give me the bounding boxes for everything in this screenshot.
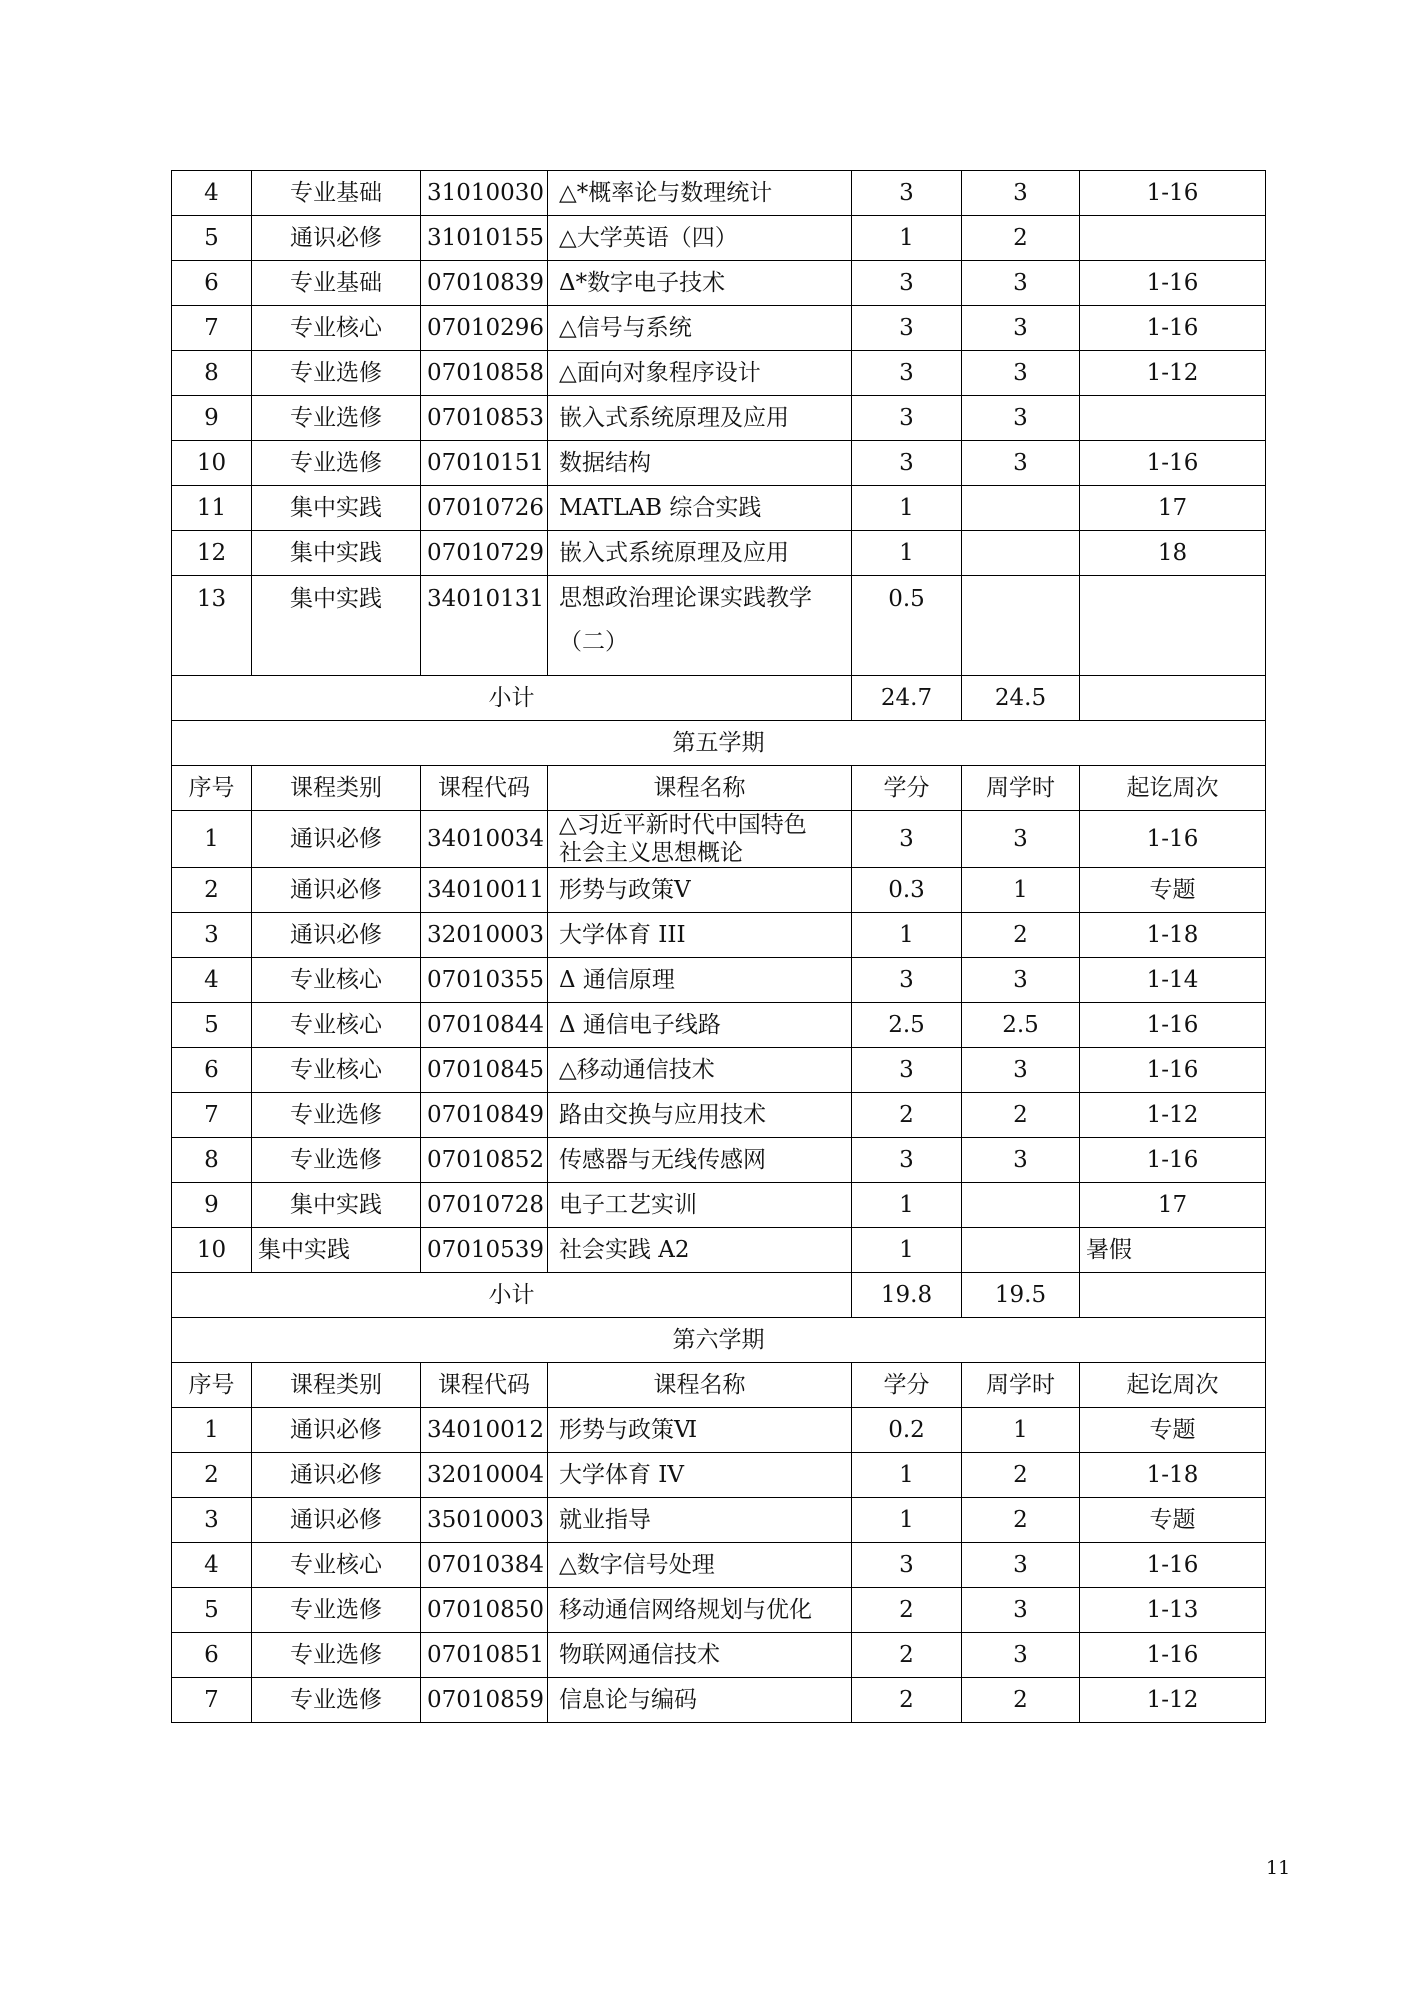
cell-index: 2 xyxy=(172,1453,252,1498)
cell-weeks: 1-18 xyxy=(1080,1453,1266,1498)
cell-weeks: 1-12 xyxy=(1080,1093,1266,1138)
cell-index: 8 xyxy=(172,351,252,396)
cell-code: 35010003 xyxy=(421,1498,548,1543)
cell-index: 9 xyxy=(172,396,252,441)
semester-title-row xyxy=(172,1318,1266,1363)
subtotal-weekly-hours: 24.5 xyxy=(962,676,1080,721)
cell-name: 移动通信网络规划与优化 xyxy=(548,1588,852,1633)
cell-weekly-hours xyxy=(962,576,1080,676)
cell-name: 大学体育 III xyxy=(548,913,852,958)
header-code: 课程代码 xyxy=(421,1363,548,1408)
cell-weekly-hours: 2 xyxy=(962,1093,1080,1138)
subtotal-weeks xyxy=(1080,676,1266,721)
cell-credit: 3 xyxy=(852,958,962,1003)
cell-category: 通识必修 xyxy=(252,1453,421,1498)
cell-category: 集中实践 xyxy=(252,576,421,676)
cell-weeks: 1-12 xyxy=(1080,1678,1266,1723)
table-row xyxy=(172,1048,1266,1093)
table-row xyxy=(172,306,1266,351)
cell-weeks xyxy=(1080,216,1266,261)
cell-credit: 2 xyxy=(852,1588,962,1633)
header-weekly-hours: 周学时 xyxy=(962,766,1080,811)
subtotal-row xyxy=(172,1273,1266,1318)
cell-name xyxy=(548,811,852,868)
cell-credit: 3 xyxy=(852,396,962,441)
cell-name: △面向对象程序设计 xyxy=(548,351,852,396)
semester-title: 第五学期 xyxy=(172,721,1266,766)
header-name: 课程名称 xyxy=(548,1363,852,1408)
cell-code: 07010296 xyxy=(421,306,548,351)
cell-code: 07010728 xyxy=(421,1183,548,1228)
cell-weeks: 17 xyxy=(1080,486,1266,531)
cell-category: 专业核心 xyxy=(252,958,421,1003)
cell-category: 通识必修 xyxy=(252,811,421,868)
header-category: 课程类别 xyxy=(252,766,421,811)
cell-weekly-hours: 3 xyxy=(962,306,1080,351)
cell-credit: 3 xyxy=(852,261,962,306)
cell-name: 大学体育 IV xyxy=(548,1453,852,1498)
cell-weekly-hours: 3 xyxy=(962,441,1080,486)
subtotal-label: 小计 xyxy=(172,676,852,721)
cell-code: 07010851 xyxy=(421,1633,548,1678)
cell-weekly-hours: 2 xyxy=(962,1678,1080,1723)
cell-weeks: 专题 xyxy=(1080,1408,1266,1453)
cell-weeks: 1-16 xyxy=(1080,1003,1266,1048)
cell-index: 7 xyxy=(172,306,252,351)
course-plan-table xyxy=(171,170,1266,1723)
cell-weeks: 1-16 xyxy=(1080,1543,1266,1588)
cell-category: 专业核心 xyxy=(252,1048,421,1093)
cell-credit: 1 xyxy=(852,1228,962,1273)
cell-name: 形势与政策Ⅴ xyxy=(548,868,852,913)
cell-weekly-hours: 3 xyxy=(962,1048,1080,1093)
header-credit: 学分 xyxy=(852,766,962,811)
table-row xyxy=(172,1633,1266,1678)
cell-credit: 3 xyxy=(852,171,962,216)
cell-index: 5 xyxy=(172,1588,252,1633)
subtotal-weeks xyxy=(1080,1273,1266,1318)
cell-weeks: 专题 xyxy=(1080,1498,1266,1543)
table-row xyxy=(172,216,1266,261)
cell-code: 07010151 xyxy=(421,441,548,486)
cell-name: △大学英语（四） xyxy=(548,216,852,261)
cell-weekly-hours: 2 xyxy=(962,1498,1080,1543)
cell-category: 专业选修 xyxy=(252,1678,421,1723)
cell-index: 5 xyxy=(172,1003,252,1048)
cell-category: 集中实践 xyxy=(252,1228,421,1273)
cell-code: 32010004 xyxy=(421,1453,548,1498)
cell-code: 31010030 xyxy=(421,171,548,216)
cell-category: 专业选修 xyxy=(252,1588,421,1633)
cell-weekly-hours: 3 xyxy=(962,1588,1080,1633)
cell-index: 8 xyxy=(172,1138,252,1183)
semester-title: 第六学期 xyxy=(172,1318,1266,1363)
cell-category: 专业选修 xyxy=(252,1138,421,1183)
cell-category: 专业核心 xyxy=(252,1543,421,1588)
cell-code: 34010011 xyxy=(421,868,548,913)
table-row xyxy=(172,531,1266,576)
cell-weeks: 17 xyxy=(1080,1183,1266,1228)
subtotal-credit: 19.8 xyxy=(852,1273,962,1318)
cell-code: 07010850 xyxy=(421,1588,548,1633)
cell-credit: 2.5 xyxy=(852,1003,962,1048)
cell-name-line: 思想政治理论课实践教学 xyxy=(559,585,812,611)
table-row xyxy=(172,868,1266,913)
table-row xyxy=(172,261,1266,306)
cell-code: 07010729 xyxy=(421,531,548,576)
table-header-row xyxy=(172,766,1266,811)
cell-index: 4 xyxy=(172,171,252,216)
cell-index: 5 xyxy=(172,216,252,261)
cell-category: 专业核心 xyxy=(252,1003,421,1048)
cell-category: 通识必修 xyxy=(252,868,421,913)
cell-name: Δ*数字电子技术 xyxy=(548,261,852,306)
cell-index: 1 xyxy=(172,1408,252,1453)
cell-weeks: 1-16 xyxy=(1080,811,1266,868)
cell-code: 34010012 xyxy=(421,1408,548,1453)
table-row xyxy=(172,486,1266,531)
cell-category: 集中实践 xyxy=(252,486,421,531)
cell-name: MATLAB 综合实践 xyxy=(548,486,852,531)
cell-code: 34010131 xyxy=(421,576,548,676)
table-row xyxy=(172,351,1266,396)
cell-category: 专业基础 xyxy=(252,171,421,216)
cell-credit: 1 xyxy=(852,216,962,261)
cell-weeks xyxy=(1080,576,1266,676)
cell-index: 11 xyxy=(172,486,252,531)
table-row xyxy=(172,1453,1266,1498)
table-row xyxy=(172,958,1266,1003)
cell-weeks xyxy=(1080,396,1266,441)
header-weeks: 起讫周次 xyxy=(1080,766,1266,811)
cell-category: 专业选修 xyxy=(252,441,421,486)
cell-weekly-hours: 1 xyxy=(962,1408,1080,1453)
cell-category: 专业核心 xyxy=(252,306,421,351)
cell-weekly-hours xyxy=(962,486,1080,531)
cell-credit: 3 xyxy=(852,1138,962,1183)
cell-weekly-hours: 2 xyxy=(962,1453,1080,1498)
cell-weekly-hours: 3 xyxy=(962,1543,1080,1588)
cell-name xyxy=(548,576,852,676)
cell-weekly-hours: 3 xyxy=(962,1633,1080,1678)
cell-credit: 1 xyxy=(852,913,962,958)
cell-weeks: 1-16 xyxy=(1080,306,1266,351)
cell-index: 13 xyxy=(172,576,252,676)
cell-code: 07010849 xyxy=(421,1093,548,1138)
cell-name: 形势与政策Ⅵ xyxy=(548,1408,852,1453)
cell-name-line: （二） xyxy=(559,629,628,655)
cell-credit: 2 xyxy=(852,1093,962,1138)
cell-category: 通识必修 xyxy=(252,1408,421,1453)
cell-weekly-hours: 3 xyxy=(962,811,1080,868)
cell-weeks: 1-16 xyxy=(1080,261,1266,306)
cell-credit: 2 xyxy=(852,1678,962,1723)
cell-index: 1 xyxy=(172,811,252,868)
cell-index: 3 xyxy=(172,913,252,958)
subtotal-credit: 24.7 xyxy=(852,676,962,721)
cell-weeks: 1-12 xyxy=(1080,351,1266,396)
subtotal-label: 小计 xyxy=(172,1273,852,1318)
cell-name: 嵌入式系统原理及应用 xyxy=(548,396,852,441)
cell-weekly-hours: 3 xyxy=(962,396,1080,441)
cell-credit: 3 xyxy=(852,1048,962,1093)
cell-weekly-hours xyxy=(962,1183,1080,1228)
header-weekly-hours: 周学时 xyxy=(962,1363,1080,1408)
table-row xyxy=(172,396,1266,441)
cell-weekly-hours: 2.5 xyxy=(962,1003,1080,1048)
cell-code: 07010539 xyxy=(421,1228,548,1273)
cell-credit: 1 xyxy=(852,531,962,576)
cell-name: 就业指导 xyxy=(548,1498,852,1543)
cell-code: 07010858 xyxy=(421,351,548,396)
cell-weeks: 1-18 xyxy=(1080,913,1266,958)
table-row xyxy=(172,576,1266,676)
semester-title-row xyxy=(172,721,1266,766)
cell-index: 9 xyxy=(172,1183,252,1228)
cell-name: △移动通信技术 xyxy=(548,1048,852,1093)
table-row xyxy=(172,1678,1266,1723)
cell-credit: 0.2 xyxy=(852,1408,962,1453)
table-row xyxy=(172,1228,1266,1273)
cell-credit: 1 xyxy=(852,1498,962,1543)
table-row xyxy=(172,171,1266,216)
cell-name: 路由交换与应用技术 xyxy=(548,1093,852,1138)
cell-category: 专业选修 xyxy=(252,1093,421,1138)
cell-weekly-hours: 3 xyxy=(962,958,1080,1003)
cell-index: 7 xyxy=(172,1093,252,1138)
cell-index: 6 xyxy=(172,1048,252,1093)
cell-credit: 3 xyxy=(852,351,962,396)
table-row xyxy=(172,811,1266,868)
cell-code: 07010852 xyxy=(421,1138,548,1183)
cell-code: 07010853 xyxy=(421,396,548,441)
course-plan-body xyxy=(172,171,1266,1723)
cell-name: 物联网通信技术 xyxy=(548,1633,852,1678)
header-weeks: 起讫周次 xyxy=(1080,1363,1266,1408)
table-row xyxy=(172,1093,1266,1138)
cell-code: 07010844 xyxy=(421,1003,548,1048)
cell-index: 3 xyxy=(172,1498,252,1543)
cell-index: 6 xyxy=(172,1633,252,1678)
cell-index: 4 xyxy=(172,1543,252,1588)
cell-weekly-hours: 3 xyxy=(962,261,1080,306)
cell-weeks: 专题 xyxy=(1080,868,1266,913)
cell-category: 通识必修 xyxy=(252,913,421,958)
cell-weeks: 暑假 xyxy=(1080,1228,1266,1273)
cell-credit: 3 xyxy=(852,1543,962,1588)
subtotal-row xyxy=(172,676,1266,721)
cell-name: Δ 通信电子线路 xyxy=(548,1003,852,1048)
cell-category: 集中实践 xyxy=(252,1183,421,1228)
cell-code: 07010384 xyxy=(421,1543,548,1588)
header-category: 课程类别 xyxy=(252,1363,421,1408)
cell-name: △*概率论与数理统计 xyxy=(548,171,852,216)
header-index: 序号 xyxy=(172,1363,252,1408)
table-row xyxy=(172,1543,1266,1588)
cell-name-line: 社会主义思想概论 xyxy=(559,840,743,866)
cell-index: 10 xyxy=(172,1228,252,1273)
cell-weeks: 1-14 xyxy=(1080,958,1266,1003)
cell-name: △信号与系统 xyxy=(548,306,852,351)
cell-category: 专业选修 xyxy=(252,351,421,396)
table-header-row xyxy=(172,1363,1266,1408)
cell-category: 专业基础 xyxy=(252,261,421,306)
cell-name: 数据结构 xyxy=(548,441,852,486)
cell-weeks: 1-16 xyxy=(1080,1138,1266,1183)
cell-weekly-hours: 1 xyxy=(962,868,1080,913)
cell-index: 2 xyxy=(172,868,252,913)
cell-weeks: 18 xyxy=(1080,531,1266,576)
cell-name: 传感器与无线传感网 xyxy=(548,1138,852,1183)
cell-category: 通识必修 xyxy=(252,216,421,261)
table-row xyxy=(172,1003,1266,1048)
cell-credit: 3 xyxy=(852,306,962,351)
cell-code: 07010859 xyxy=(421,1678,548,1723)
cell-category: 专业选修 xyxy=(252,1633,421,1678)
header-name: 课程名称 xyxy=(548,766,852,811)
cell-name: Δ 通信原理 xyxy=(548,958,852,1003)
cell-code: 32010003 xyxy=(421,913,548,958)
cell-weekly-hours: 2 xyxy=(962,216,1080,261)
cell-code: 34010034 xyxy=(421,811,548,868)
cell-weekly-hours: 3 xyxy=(962,1138,1080,1183)
cell-credit: 3 xyxy=(852,441,962,486)
cell-credit: 0.3 xyxy=(852,868,962,913)
cell-weekly-hours: 3 xyxy=(962,351,1080,396)
cell-category: 集中实践 xyxy=(252,531,421,576)
cell-credit: 1 xyxy=(852,1183,962,1228)
cell-code: 07010355 xyxy=(421,958,548,1003)
cell-weekly-hours: 2 xyxy=(962,913,1080,958)
cell-weekly-hours xyxy=(962,1228,1080,1273)
table-row xyxy=(172,913,1266,958)
cell-weeks: 1-13 xyxy=(1080,1588,1266,1633)
page-number: 11 xyxy=(1266,1857,1291,1879)
cell-name: 电子工艺实训 xyxy=(548,1183,852,1228)
cell-weeks: 1-16 xyxy=(1080,441,1266,486)
table-row xyxy=(172,441,1266,486)
cell-credit: 2 xyxy=(852,1633,962,1678)
cell-weeks: 1-16 xyxy=(1080,1633,1266,1678)
cell-name: 社会实践 A2 xyxy=(548,1228,852,1273)
cell-weekly-hours xyxy=(962,531,1080,576)
header-index: 序号 xyxy=(172,766,252,811)
cell-weeks: 1-16 xyxy=(1080,1048,1266,1093)
cell-name-line: △习近平新时代中国特色 xyxy=(559,812,807,838)
cell-category: 专业选修 xyxy=(252,396,421,441)
cell-credit: 3 xyxy=(852,811,962,868)
cell-name: 信息论与编码 xyxy=(548,1678,852,1723)
cell-name: △数字信号处理 xyxy=(548,1543,852,1588)
table-row xyxy=(172,1138,1266,1183)
cell-category: 通识必修 xyxy=(252,1498,421,1543)
table-row xyxy=(172,1183,1266,1228)
cell-credit: 1 xyxy=(852,1453,962,1498)
header-credit: 学分 xyxy=(852,1363,962,1408)
cell-index: 7 xyxy=(172,1678,252,1723)
cell-credit: 1 xyxy=(852,486,962,531)
cell-index: 12 xyxy=(172,531,252,576)
cell-code: 31010155 xyxy=(421,216,548,261)
table-row xyxy=(172,1408,1266,1453)
header-code: 课程代码 xyxy=(421,766,548,811)
cell-weekly-hours: 3 xyxy=(962,171,1080,216)
cell-code: 07010726 xyxy=(421,486,548,531)
cell-code: 07010839 xyxy=(421,261,548,306)
cell-code: 07010845 xyxy=(421,1048,548,1093)
table-row xyxy=(172,1588,1266,1633)
cell-weeks: 1-16 xyxy=(1080,171,1266,216)
subtotal-weekly-hours: 19.5 xyxy=(962,1273,1080,1318)
table-row xyxy=(172,1498,1266,1543)
cell-name: 嵌入式系统原理及应用 xyxy=(548,531,852,576)
cell-index: 10 xyxy=(172,441,252,486)
cell-credit: 0.5 xyxy=(852,576,962,676)
cell-index: 4 xyxy=(172,958,252,1003)
cell-index: 6 xyxy=(172,261,252,306)
